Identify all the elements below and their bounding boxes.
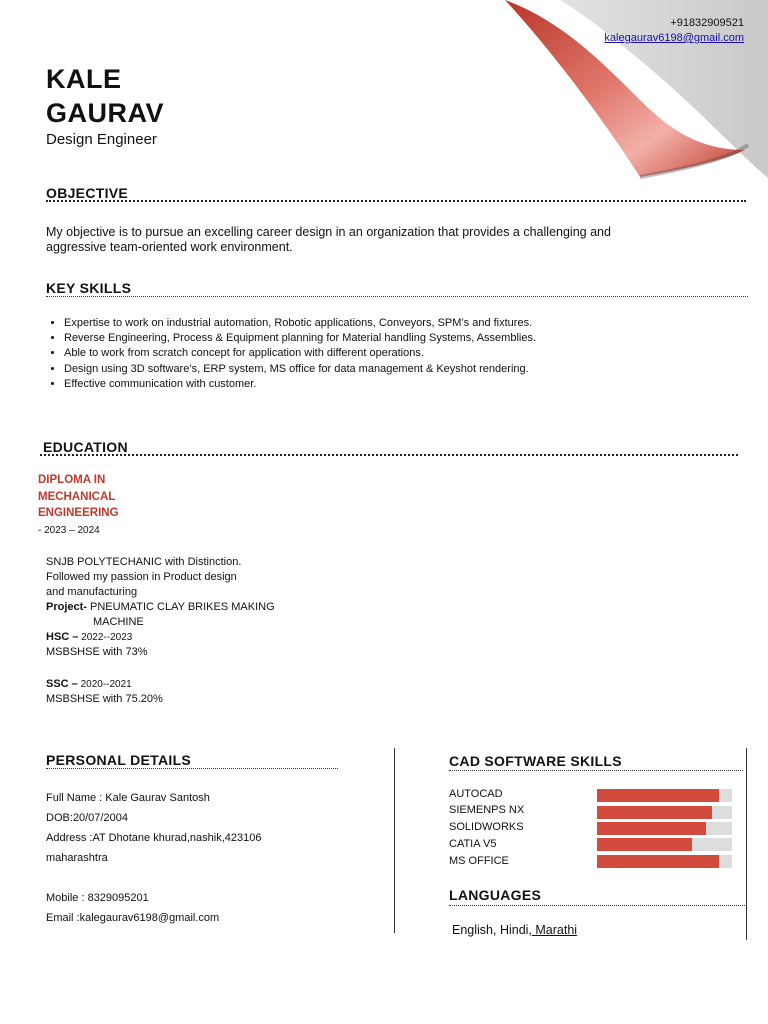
diploma-line: ENGINEERING <box>38 507 119 519</box>
key-skills-divider <box>46 296 748 297</box>
objective-heading: OBJECTIVE <box>46 185 129 201</box>
education-divider <box>40 454 738 456</box>
right-border <box>746 748 747 940</box>
cad-skill-label: CATIA V5 <box>449 838 497 850</box>
ssc-line <box>46 677 275 692</box>
cad-skill-fill <box>597 855 719 868</box>
project-name: PNEUMATIC CLAY BRIKES MAKING <box>86 601 275 613</box>
cad-skill-fill <box>597 806 712 819</box>
job-title: Design Engineer <box>46 131 157 148</box>
address-text: Address :AT Dhotane khurad,nashik,423106 <box>46 832 262 844</box>
cad-skill-label: SOLIDWORKS <box>449 821 524 833</box>
cad-skill-label: SIEMENPS NX <box>449 804 525 816</box>
cad-skills-heading: CAD SOFTWARE SKILLS <box>449 753 622 769</box>
hsc-label: HSC – <box>46 631 79 643</box>
languages-heading: LANGUAGES <box>449 887 542 903</box>
key-skills-heading: KEY SKILLS <box>46 280 132 296</box>
languages-plain: English, Hindi, <box>452 923 532 937</box>
languages-divider <box>449 905 745 906</box>
personal-details-heading: PERSONAL DETAILS <box>46 752 192 768</box>
contact-block <box>604 16 744 46</box>
cad-skill-fill <box>597 838 692 851</box>
cad-skill-fill <box>597 789 719 802</box>
ssc-years: 2020--2021 <box>77 679 132 690</box>
list-item: • Reverse Engineering, Process & Equipment planning for Material handling Systems, Assemblies. <box>64 331 536 346</box>
candidate-name <box>46 62 164 130</box>
languages-underlined: Marathi <box>531 923 578 937</box>
list-item: • Expertise to work on industrial automation, Robotic applications, Conveyors, SPM’s and fixtures. <box>64 316 536 331</box>
mobile-text: Mobile : 8329095201 <box>46 892 149 904</box>
cad-skill-bar <box>597 822 732 835</box>
diploma-title <box>38 472 119 522</box>
passion-line: Followed my passion in Product design <box>46 571 237 583</box>
personal-details <box>46 788 261 928</box>
cad-skill-bar <box>597 855 732 868</box>
diploma-line: DIPLOMA IN <box>38 474 106 486</box>
education-details <box>46 555 275 707</box>
first-name: KALE <box>46 64 122 94</box>
list-item: • Able to work from scratch concept for application with different operations. <box>64 346 536 361</box>
hsc-years: 2022--2023 <box>78 632 133 643</box>
last-name: GAURAV <box>46 98 165 128</box>
college-text: SNJB POLYTECHANIC with Distinction. <box>46 556 242 568</box>
cad-skill-bar <box>597 806 732 819</box>
project-name-cont: MACHINE <box>93 616 144 628</box>
languages-list <box>452 923 577 937</box>
ssc-board: MSBSHSE with 75.20% <box>46 693 163 705</box>
project-line <box>46 600 275 615</box>
cad-divider <box>449 770 743 771</box>
email-text: Email :kalegaurav6198@gmail.com <box>46 912 220 924</box>
education-heading: EDUCATION <box>43 439 128 455</box>
project-label: Project- <box>46 601 87 613</box>
personal-divider <box>46 768 338 769</box>
column-divider <box>394 748 395 933</box>
cad-skill-label: AUTOCAD <box>449 788 503 800</box>
dob-text: DOB:20/07/2004 <box>46 812 128 824</box>
hsc-board: MSBSHSE with 73% <box>46 646 148 658</box>
passion-line: and manufacturing <box>46 586 138 598</box>
hsc-line <box>46 630 275 645</box>
ssc-label: SSC – <box>46 678 78 690</box>
objective-text: My objective is to pursue an excelling career design in an organization that provides a challenging and aggressive team-oriented work environment. <box>46 225 611 254</box>
cad-skill-label: MS OFFICE <box>449 855 509 867</box>
cad-skill-bar <box>597 838 732 851</box>
list-item: • Design using 3D software’s, ERP system, MS office for data management & Keyshot rendering. <box>64 362 536 377</box>
diploma-line: MECHANICAL <box>38 490 116 503</box>
list-item: • Effective communication with customer. <box>64 377 536 392</box>
phone-text: +91832909521 <box>670 17 744 29</box>
full-name-text: Full Name : Kale Gaurav Santosh <box>46 792 210 804</box>
diploma-years: - 2023 – 2024 <box>38 525 100 536</box>
email-link[interactable]: kalegaurav6198@gmail.com <box>604 32 744 44</box>
objective-divider <box>46 200 746 202</box>
cad-skill-fill <box>597 822 706 835</box>
key-skills-list <box>46 316 536 392</box>
cad-skill-bar <box>597 789 732 802</box>
address-text: maharashtra <box>46 852 108 864</box>
